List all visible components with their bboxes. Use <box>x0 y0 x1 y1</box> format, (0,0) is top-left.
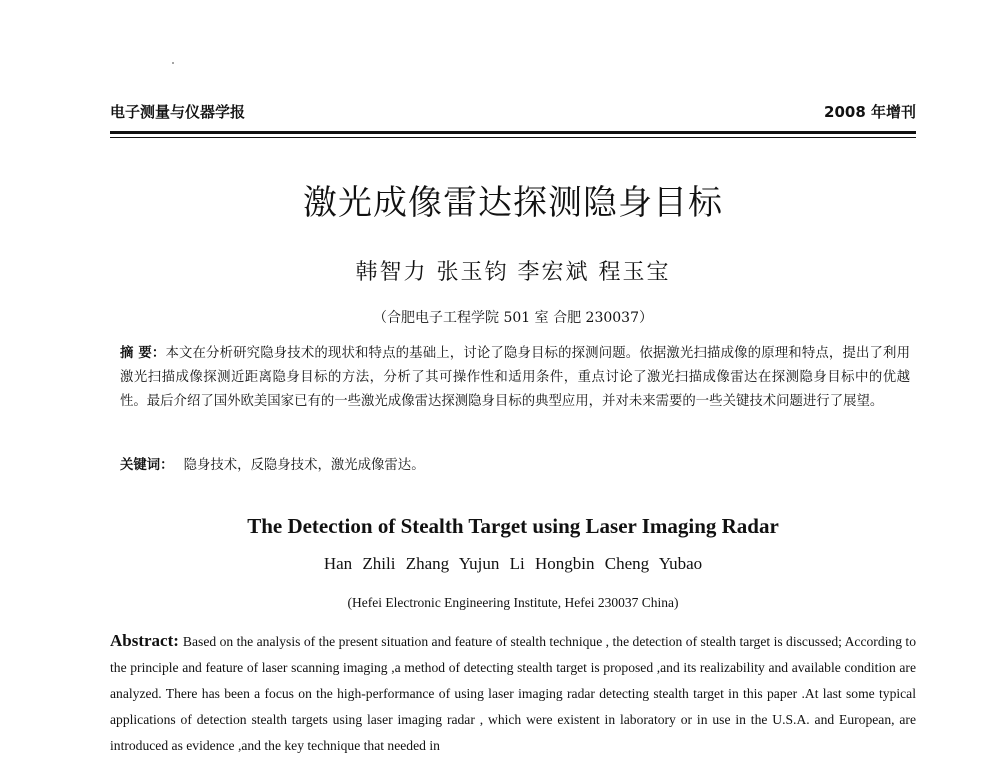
chinese-keywords-text: 隐身技术，反隐身技术，激光成像雷达。 <box>183 458 425 473</box>
chinese-authors: 韩智力 张玉钧 李宏斌 程玉宝 <box>355 260 671 285</box>
header-rule-thin <box>110 137 916 138</box>
journal-name: 电子测量与仪器学报 <box>110 103 246 121</box>
chinese-affiliation: （合肥电子工程学院 501 室 合肥 230037） <box>373 310 653 326</box>
english-title: The Detection of Stealth Target using Laser Imaging Radar <box>247 514 779 538</box>
chinese-keywords-label: 关键词： <box>120 458 174 473</box>
chinese-abstract <box>120 342 910 414</box>
english-affiliation: (Hefei Electronic Engineering Institute, Hefei 230037 China) <box>347 595 679 610</box>
english-abstract-label: Abstract: <box>110 631 179 650</box>
english-authors: Han Zhili Zhang Yujun Li Hongbin Cheng Yubao <box>323 554 703 573</box>
header-rule-thick <box>110 131 916 134</box>
journal-issue: 2008 年增刊 <box>824 103 916 121</box>
chinese-abstract-label: 摘 要： <box>120 346 166 361</box>
scan-speck <box>172 62 174 64</box>
chinese-title: 激光成像雷达探测隐身目标 <box>303 183 723 223</box>
english-abstract <box>110 628 916 759</box>
chinese-keywords <box>120 454 910 473</box>
english-abstract-text: Based on the analysis of the present situation and feature of stealth technique , the detection of stealth target is discussed; According to the principle and feature of laser scanning imaging ,a method of detecting stealth target is proposed ,and its realizability and available condition are analyzed. There has been a focus on the high-performance of using laser imaging radar detecting stealth target in this paper .At last some typical applications of detection stealth targets using laser imaging radar , which were existent in laboratory or in use in the U.S.A. and European, are introduced as evidence ,and the key technique that needed in <box>110 634 916 753</box>
chinese-abstract-text: 本文在分析研究隐身技术的现状和特点的基础上，讨论了隐身目标的探测问题。依据激光扫描成像的原理和特点，提出了利用激光扫描成像探测近距离隐身目标的方法，分析了其可操作性和适用条件，重点讨论了激光扫描成像雷达在探测隐身目标中的优越性。最后介绍了国外欧美国家已有的一些激光成像雷达探测隐身目标的典型应用，并对未来需要的一些关键技术问题进行了展望。 <box>120 346 910 409</box>
